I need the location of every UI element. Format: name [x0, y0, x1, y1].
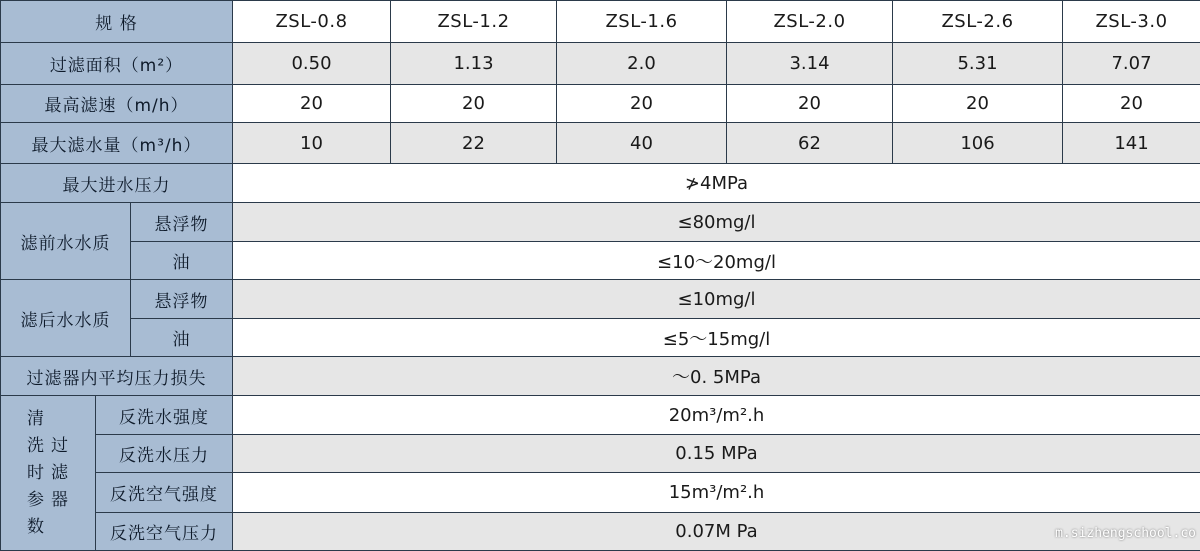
value-cell: ≤10～20mg/l — [233, 242, 1200, 280]
table-row — [1, 513, 1200, 551]
value-cell: 20 — [391, 85, 557, 123]
cleaning-label-col1 — [27, 406, 45, 541]
spec-header: 规 格 — [1, 1, 233, 43]
value-cell: 3.14 — [727, 43, 893, 85]
label-char: 数 — [27, 514, 45, 541]
label-char: 参 — [27, 487, 45, 514]
value-cell: 0.15 MPa — [233, 435, 1200, 473]
table-row — [1, 123, 1200, 164]
label-char: 过 — [51, 433, 69, 460]
model-cell: ZSL-2.0 — [727, 1, 893, 43]
value-cell: 10 — [233, 123, 391, 164]
table-row — [1, 396, 1200, 435]
value-cell: 22 — [391, 123, 557, 164]
table-row — [1, 242, 1200, 280]
table-row — [1, 43, 1200, 85]
table-row — [1, 280, 1200, 319]
sub-label-backwash-air-intensity: 反洗空气强度 — [96, 473, 233, 513]
model-cell: ZSL-3.0 — [1063, 1, 1200, 43]
value-cell: 106 — [893, 123, 1063, 164]
value-cell: 0.07M Pa — [233, 513, 1200, 551]
value-cell: 5.31 — [893, 43, 1063, 85]
cleaning-params-label — [1, 396, 96, 551]
value-cell: 15m³/m².h — [233, 473, 1200, 513]
label-char: 洗 — [27, 433, 45, 460]
row-label-post-quality: 滤后水水质 — [1, 280, 131, 357]
row-label-area: 过滤面积（m²） — [1, 43, 233, 85]
value-cell: 62 — [727, 123, 893, 164]
value-cell: ≤5～15mg/l — [233, 319, 1200, 357]
value-cell: 141 — [1063, 123, 1200, 164]
row-label-inlet-pressure: 最大进水压力 — [1, 164, 233, 203]
table-row — [1, 203, 1200, 242]
value-cell: ≯4MPa — [233, 164, 1200, 203]
table-row — [1, 319, 1200, 357]
sub-label-backwash-air-pressure: 反洗空气压力 — [96, 513, 233, 551]
value-cell: 20m³/m².h — [233, 396, 1200, 435]
label-char: 滤 — [51, 460, 69, 487]
cleaning-label-col2 — [51, 406, 69, 541]
label-char: 清 — [27, 406, 45, 433]
model-cell: ZSL-2.6 — [893, 1, 1063, 43]
table-row — [1, 435, 1200, 473]
sub-label-oil: 油 — [131, 319, 233, 357]
sub-label-backwash-water-intensity: 反洗水强度 — [96, 396, 233, 435]
value-cell: 0.50 — [233, 43, 391, 85]
label-char: 时 — [27, 460, 45, 487]
model-cell: ZSL-0.8 — [233, 1, 391, 43]
value-cell: 7.07 — [1063, 43, 1200, 85]
row-label-pressure-loss: 过滤器内平均压力损失 — [1, 357, 233, 396]
table-row — [1, 164, 1200, 203]
model-cell: ZSL-1.6 — [557, 1, 727, 43]
label-char: 器 — [51, 487, 69, 514]
value-cell: 2.0 — [557, 43, 727, 85]
sub-label-suspended: 悬浮物 — [131, 203, 233, 242]
sub-label-suspended: 悬浮物 — [131, 280, 233, 319]
value-cell: 20 — [893, 85, 1063, 123]
sub-label-oil: 油 — [131, 242, 233, 280]
sub-label-backwash-water-pressure: 反洗水压力 — [96, 435, 233, 473]
value-cell: ≤80mg/l — [233, 203, 1200, 242]
row-label-flow: 最大滤水量（m³/h） — [1, 123, 233, 164]
value-cell: 20 — [1063, 85, 1200, 123]
value-cell: 20 — [727, 85, 893, 123]
row-label-pre-quality: 滤前水水质 — [1, 203, 131, 280]
model-cell: ZSL-1.2 — [391, 1, 557, 43]
table-row — [1, 85, 1200, 123]
value-cell: ～0. 5MPa — [233, 357, 1200, 396]
value-cell: 20 — [233, 85, 391, 123]
value-cell: 40 — [557, 123, 727, 164]
value-cell: 20 — [557, 85, 727, 123]
row-label-speed: 最高滤速（m/h） — [1, 85, 233, 123]
table-row — [1, 357, 1200, 396]
value-cell: ≤10mg/l — [233, 280, 1200, 319]
table-row — [1, 473, 1200, 513]
table-row — [1, 1, 1200, 43]
watermark-text: m.sizhengschool.co — [1055, 526, 1196, 541]
value-cell: 1.13 — [391, 43, 557, 85]
